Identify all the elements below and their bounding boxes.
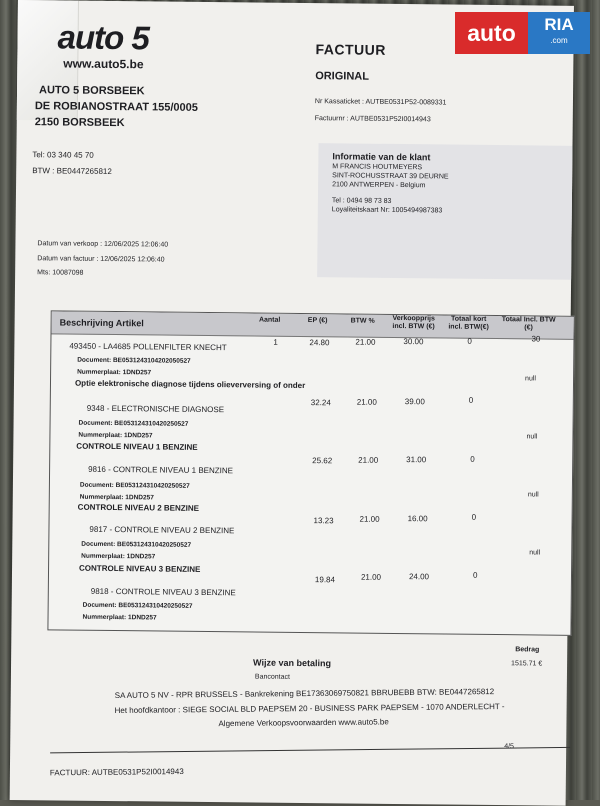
row-title: CONTROLE NIVEAU 2 BENZINE [77,502,200,513]
row-btw: 21.00 [358,455,379,465]
row-document: Document: BE053124310420250527 [82,601,193,610]
row-plate: Nummerplaat: 1DND257 [78,431,153,440]
watermark-ria: RIA [544,15,574,34]
row-verkoop: 30.00 [403,337,424,347]
header-btw: BTW % [350,317,375,325]
row-btw: 21.00 [356,397,377,407]
header-korting: Totaal kort incl. BTW(€) [448,315,489,331]
table-header [52,311,574,339]
row-btw: 21.00 [360,572,382,582]
footer-line-3: Algemene Verkoopsvoorwaarden www.auto5.be [218,717,389,729]
client-city: 2100 ANTWERPEN - Belgium [332,181,426,190]
company-city: 2150 BORSBEEK [34,116,125,130]
row-ep: 19.84 [314,575,336,585]
row-item: 9818 - CONTROLE NIVEAU 3 BENZINE [90,586,236,598]
client-name: M FRANCIS HOUTMEYERS [332,163,423,172]
row-korting: 0 [471,512,477,522]
row-ep: 25.62 [312,456,333,466]
row-btw: 21.00 [355,337,376,347]
company-name: AUTO 5 BORSBEEK [38,84,145,98]
row-title: CONTROLE NIVEAU 1 BENZINE [76,441,198,452]
row-totaal: null [529,549,541,557]
watermark-com: .com [550,36,568,45]
client-loyalty: Loyaliteitskaart Nr: 1005494987383 [331,206,443,215]
row-title: CONTROLE NIVEAU 3 BENZINE [79,563,201,574]
footer-line-2: Het hoofdkantoor : SIEGE SOCIAL BLD PAEPSEM 20 - BUSINESS PARK PAEPSEM - 1070 ANDERLECHT - [114,701,505,716]
row-item: 493450 - LA4685 POLLENFILTER KNECHT [69,341,227,353]
payment-label: Wijze van betaling [253,657,332,669]
verkoop-date: Datum van verkoop : 12/06/2025 12:06:40 [37,240,169,249]
row-ep: 13.23 [313,516,334,526]
row-totaal: null [525,375,537,383]
amount-value: 1515.71 € [511,660,543,668]
client-street: SINT-ROCHUSSTRAAT 39 DEURNE [332,172,449,181]
company-logo: auto 5 [57,18,149,57]
footer-line-1: SA AUTO 5 NV - RPR BRUSSELS - Bankrekening BE17363069750821 BBRUBEBB BTW: BE0447265812 [114,687,495,701]
row-item: 9817 - CONTROLE NIVEAU 2 BENZINE [89,524,235,536]
header-aantal: Aantal [258,316,281,324]
company-btw: BTW : BE0447265812 [32,166,112,176]
row-ep: 32.24 [310,398,331,408]
row-item: 9816 - CONTROLE NIVEAU 1 BENZINE [88,464,234,476]
header-totaal: Totaal Incl. BTW (€) [501,316,556,332]
row-plate: Nummerplaat: 1DND257 [79,493,154,502]
client-info-box [317,143,572,280]
autoria-watermark [455,12,590,54]
company-website: www.auto5.be [63,56,144,72]
row-plate: Nummerplaat: 1DND257 [81,552,156,561]
row-verkoop: 31.00 [406,455,427,465]
row-ep: 24.80 [309,338,330,348]
company-tel: Tel: 03 340 45 70 [32,150,94,160]
company-street: DE ROBIANOSTRAAT 155/0005 [34,100,198,114]
footer-rule [50,747,570,753]
row-title: Optie elektronische diagnose tijdens olieverversing of onder [74,378,306,391]
row-totaal: null [527,491,539,499]
header-verkoop: Verkoopprijs incl. BTW (€) [392,314,435,331]
invoice-title: FACTUUR [315,41,386,58]
row-btw: 21.00 [359,514,380,524]
row-aantal: 1 [273,337,278,347]
row-verkoop: 16.00 [407,514,428,524]
watermark-auto: auto [455,12,528,54]
row-document: Document: BE053124310420250527 [81,540,192,549]
amount-label: Bedrag [515,646,540,654]
header-ep: EP (€) [307,317,328,325]
row-item: 9348 - ELECTRONISCHE DIAGNOSE [86,403,225,415]
article-table [47,310,574,635]
row-korting: 0 [472,570,478,580]
kassaticket-number: Nr Kassaticket : AUTBE0531P52-0089331 [314,98,447,107]
row-document: Document: BE053124310420250527 [78,419,189,428]
client-tel: Tel : 0494 98 73 83 [331,197,392,205]
factuur-date: Datum van factuur : 12/06/2025 12:06:40 [37,255,165,264]
watermark-ria-block [528,12,590,54]
client-heading: Informatie van de klant [332,151,431,163]
footer-factuur: FACTUUR: AUTBE0531P52I0014943 [49,766,184,778]
row-document: Document: BE053124310420250527 [79,481,190,490]
row-totaal: null [526,433,538,441]
row-plate: Nummerplaat: 1DND257 [82,613,157,622]
row-plate: Nummerplaat: 1DND257 [77,368,152,377]
factuur-number: Factuurnr : AUTBE0531P52I0014943 [314,115,431,124]
row-korting: 0 [467,336,472,346]
row-verkoop: 24.00 [408,572,430,582]
header-desc: Beschrijving Artikel [59,317,144,329]
row-totaal: 30 [531,334,541,344]
mts-number: Mts: 10087098 [37,269,84,277]
invoice-subtitle: ORIGINAL [315,70,370,83]
row-verkoop: 39.00 [404,397,425,407]
row-korting: 0 [470,454,475,464]
invoice-paper [10,0,574,806]
row-document: Document: BE0531243104202050527 [77,356,191,365]
payment-method: Bancontact [254,673,290,681]
row-korting: 0 [468,395,474,405]
